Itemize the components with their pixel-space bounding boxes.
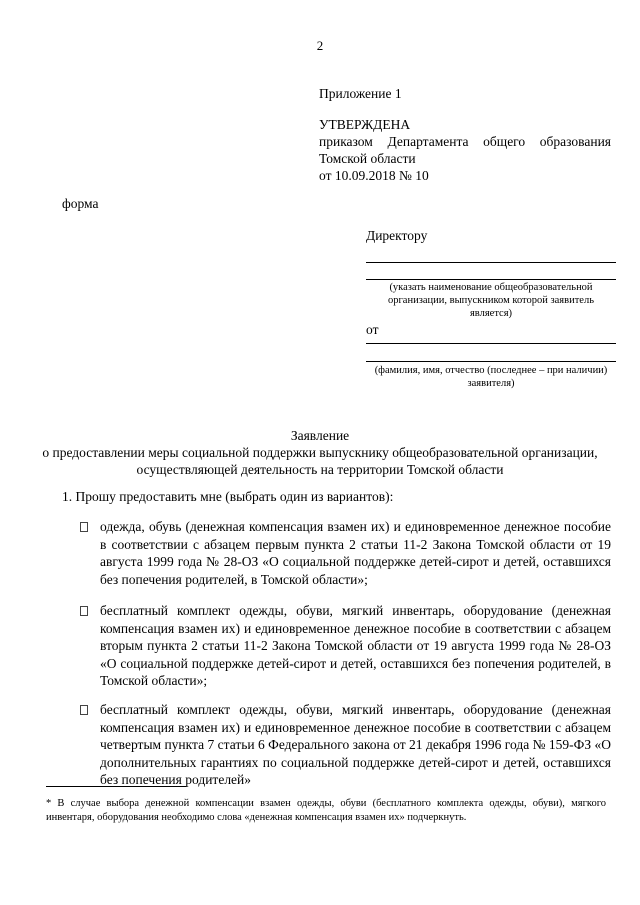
form-label: форма [62,196,99,211]
order-date-number: от 10.09.2018 № 10 [319,168,429,183]
checkbox-icon[interactable] [80,705,88,715]
organization-name-field[interactable] [366,244,616,263]
applicant-name-field-line2[interactable] [366,344,616,362]
approved-label: УТВЕРЖДЕНА [319,117,411,132]
option-1 [80,518,611,588]
footnote-divider [46,786,186,787]
organization-name-field-line2[interactable] [366,263,616,280]
addressee-block [366,228,616,390]
option-2-text: бесплатный комплект одежды, обуви, мягкий инвентарь, оборудование (денежная компенсация взамен их) и единовременное денежное пособие в соответствии с абзацем вторым пункта 2 статьи 11-2 Закона Томской области от 19 августа 1999 года № 28-ОЗ «О социальной поддержке детей-сирот и детей, оставшихся без попечения родителей, в Томской области»; [100,603,611,689]
statement-subtitle: о предоставлении меры социальной поддержки выпускнику общеобразовательной организации, осуществляющей деятельность на территории Томской области [42,445,598,477]
organization-hint: (указать наименование общеобразовательной организации, выпускником которой заявитель является) [387,282,594,319]
page-number: 2 [316,38,324,53]
addressee-to: Директору [366,228,428,243]
checkbox-icon[interactable] [80,522,88,532]
option-2 [80,602,611,690]
order-line: приказом Департамента общего образования [319,134,611,149]
checkbox-icon[interactable] [80,606,88,616]
item-1-label: 1. Прошу предоставить мне (выбрать один из вариантов): [62,489,394,504]
statement-title: Заявление [290,428,350,443]
footnote: * В случае выбора денежной компенсации взамен одежды, обуви (бесплатного комплекта одежды, обуви), мягкого инвентаря, оборудования необходимо слова «денежная компенсация взамен их» подчеркнуть. [46,798,606,823]
approval-block [319,85,611,184]
region-line: Томской области [319,151,416,166]
option-1-text: одежда, обувь (денежная компенсация взамен их) и единовременное денежное пособие в соответствии с абзацем первым пункта 2 статьи 11-2 Закона Томской области от 19 августа 1999 года № 28-ОЗ «О социальной поддержке детей-сирот и детей, оставшихся без попечения родителей, в Томской области»; [100,519,611,587]
option-3 [80,701,611,789]
addressee-from: от [366,322,379,337]
applicant-name-hint: (фамилия, имя, отчество (последнее – при наличии) заявителя) [374,365,608,389]
option-3-text: бесплатный комплект одежды, обуви, мягкий инвентарь, оборудование (денежная компенсация взамен их) и единовременное денежное пособие в соответствии с абзацем четвертым пункта 7 статьи 6 Федерального закона от 21 декабря 1996 года № 159-ФЗ «О дополнительных гарантиях по социальной поддержке детей-сирот и детей, оставшихся без попечения родителей» [100,702,611,788]
appendix-label: Приложение 1 [319,86,402,101]
